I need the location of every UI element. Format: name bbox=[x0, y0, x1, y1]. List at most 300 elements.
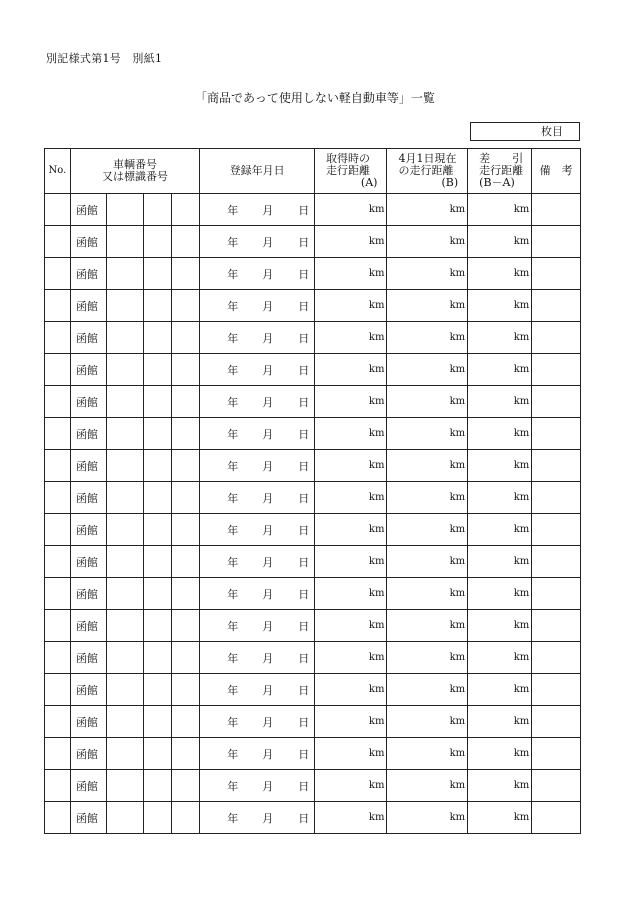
vehicle-number-cell[interactable] bbox=[144, 258, 172, 290]
table-row bbox=[45, 770, 581, 802]
registration-date-cell[interactable] bbox=[200, 706, 315, 738]
mileage-diff-cell[interactable]: km bbox=[468, 706, 532, 738]
mileage-a-cell[interactable]: km bbox=[315, 610, 387, 642]
registration-date-cell[interactable] bbox=[200, 322, 315, 354]
mileage-b-cell[interactable]: km bbox=[387, 290, 468, 322]
date-day-label: 日 bbox=[298, 459, 310, 473]
table-row bbox=[45, 642, 581, 674]
remarks-cell[interactable] bbox=[532, 226, 581, 258]
vehicle-number-cell[interactable] bbox=[144, 706, 172, 738]
header-difference bbox=[468, 149, 532, 194]
mileage-diff-cell[interactable]: km bbox=[468, 418, 532, 450]
vehicle-number-cell[interactable] bbox=[144, 322, 172, 354]
date-year-label: 年 bbox=[227, 395, 239, 409]
row-number-cell[interactable] bbox=[45, 738, 71, 770]
date-day-label: 日 bbox=[298, 811, 310, 825]
row-number-cell[interactable] bbox=[45, 386, 71, 418]
table-body bbox=[45, 194, 581, 834]
mileage-a-cell[interactable]: km bbox=[315, 194, 387, 226]
date-year-label: 年 bbox=[227, 619, 239, 633]
vehicle-number-cell[interactable] bbox=[144, 610, 172, 642]
date-year-label: 年 bbox=[227, 715, 239, 729]
remarks-cell[interactable] bbox=[532, 738, 581, 770]
header-mileage-a-line3: (A) bbox=[360, 176, 378, 189]
date-month-label: 月 bbox=[262, 299, 274, 313]
registration-date-cell[interactable] bbox=[200, 674, 315, 706]
header-mileage-a-line1: 取得時の bbox=[326, 152, 371, 165]
vehicle-number-cell[interactable] bbox=[172, 482, 200, 514]
date-year-label: 年 bbox=[227, 747, 239, 761]
table-row bbox=[45, 802, 581, 834]
vehicle-number-cell[interactable] bbox=[172, 642, 200, 674]
city-cell: 函館 bbox=[70, 354, 106, 386]
registration-date-cell[interactable] bbox=[200, 450, 315, 482]
date-day-label: 日 bbox=[298, 779, 310, 793]
vehicle-number-cell[interactable] bbox=[107, 514, 144, 546]
city-cell: 函館 bbox=[70, 386, 106, 418]
header-difference-line2: 走行距離 bbox=[479, 164, 524, 177]
mileage-diff-cell[interactable]: km bbox=[468, 738, 532, 770]
mileage-diff-cell[interactable]: km bbox=[468, 354, 532, 386]
mileage-diff-cell[interactable]: km bbox=[468, 194, 532, 226]
date-year-label: 年 bbox=[227, 587, 239, 601]
date-day-label: 日 bbox=[298, 203, 310, 217]
mileage-a-cell[interactable]: km bbox=[315, 226, 387, 258]
vehicle-number-cell[interactable] bbox=[107, 226, 144, 258]
mileage-b-cell[interactable]: km bbox=[387, 706, 468, 738]
vehicle-number-cell[interactable] bbox=[107, 546, 144, 578]
date-month-label: 月 bbox=[262, 395, 274, 409]
date-month-label: 月 bbox=[262, 267, 274, 281]
vehicle-number-cell[interactable] bbox=[172, 322, 200, 354]
vehicle-number-cell[interactable] bbox=[172, 450, 200, 482]
document-title: 「商品であって使用しない軽自動車等」一覧 bbox=[195, 91, 435, 105]
date-year-label: 年 bbox=[227, 779, 239, 793]
date-day-label: 日 bbox=[298, 331, 310, 345]
row-number-cell[interactable] bbox=[45, 642, 71, 674]
mileage-diff-cell[interactable]: km bbox=[468, 258, 532, 290]
row-number-cell[interactable] bbox=[45, 482, 71, 514]
vehicle-number-cell[interactable] bbox=[107, 610, 144, 642]
mileage-b-cell[interactable]: km bbox=[387, 386, 468, 418]
vehicle-number-cell[interactable] bbox=[172, 386, 200, 418]
date-year-label: 年 bbox=[227, 491, 239, 505]
header-mileage-b-line2: の走行距離 bbox=[398, 164, 454, 177]
registration-date-cell[interactable] bbox=[200, 642, 315, 674]
vehicle-number-cell[interactable] bbox=[107, 578, 144, 610]
mileage-b-cell[interactable]: km bbox=[387, 194, 468, 226]
vehicle-number-cell[interactable] bbox=[107, 738, 144, 770]
date-year-label: 年 bbox=[227, 363, 239, 377]
city-cell: 函館 bbox=[70, 258, 106, 290]
remarks-cell[interactable] bbox=[532, 706, 581, 738]
vehicle-number-cell[interactable] bbox=[172, 258, 200, 290]
mileage-b-cell[interactable]: km bbox=[387, 514, 468, 546]
vehicle-number-cell[interactable] bbox=[107, 482, 144, 514]
mileage-a-cell[interactable]: km bbox=[315, 290, 387, 322]
registration-date-cell[interactable] bbox=[200, 354, 315, 386]
vehicle-number-cell[interactable] bbox=[172, 546, 200, 578]
vehicle-number-cell[interactable] bbox=[172, 610, 200, 642]
row-number-cell[interactable] bbox=[45, 674, 71, 706]
date-month-label: 月 bbox=[262, 683, 274, 697]
vehicle-number-cell[interactable] bbox=[172, 354, 200, 386]
date-month-label: 月 bbox=[262, 619, 274, 633]
table-row bbox=[45, 258, 581, 290]
mileage-b-cell[interactable]: km bbox=[387, 578, 468, 610]
row-number-cell[interactable] bbox=[45, 706, 71, 738]
mileage-a-cell[interactable]: km bbox=[315, 386, 387, 418]
remarks-cell[interactable] bbox=[532, 514, 581, 546]
table-row bbox=[45, 578, 581, 610]
table-row bbox=[45, 706, 581, 738]
city-cell: 函館 bbox=[70, 642, 106, 674]
mileage-b-cell[interactable]: km bbox=[387, 674, 468, 706]
date-month-label: 月 bbox=[262, 715, 274, 729]
remarks-cell[interactable] bbox=[532, 418, 581, 450]
city-cell: 函館 bbox=[70, 194, 106, 226]
table-row bbox=[45, 450, 581, 482]
mileage-a-cell[interactable]: km bbox=[315, 450, 387, 482]
row-number-cell[interactable] bbox=[45, 546, 71, 578]
vehicle-number-cell[interactable] bbox=[144, 226, 172, 258]
mileage-a-cell[interactable]: km bbox=[315, 418, 387, 450]
remarks-cell[interactable] bbox=[532, 674, 581, 706]
date-year-label: 年 bbox=[227, 459, 239, 473]
vehicle-number-cell[interactable] bbox=[172, 706, 200, 738]
vehicle-number-cell[interactable] bbox=[172, 226, 200, 258]
mileage-diff-cell[interactable]: km bbox=[468, 226, 532, 258]
vehicle-number-cell[interactable] bbox=[107, 770, 144, 802]
mileage-a-cell[interactable]: km bbox=[315, 258, 387, 290]
table-row bbox=[45, 194, 581, 226]
mileage-b-cell[interactable]: km bbox=[387, 418, 468, 450]
row-number-cell[interactable] bbox=[45, 322, 71, 354]
registration-date-cell[interactable] bbox=[200, 290, 315, 322]
date-day-label: 日 bbox=[298, 555, 310, 569]
registration-date-cell[interactable] bbox=[200, 418, 315, 450]
registration-date-cell[interactable] bbox=[200, 386, 315, 418]
date-day-label: 日 bbox=[298, 523, 310, 537]
header-row bbox=[45, 149, 581, 194]
remarks-cell[interactable] bbox=[532, 194, 581, 226]
mileage-diff-cell[interactable]: km bbox=[468, 450, 532, 482]
remarks-cell[interactable] bbox=[532, 770, 581, 802]
vehicle-number-cell[interactable] bbox=[144, 194, 172, 226]
remarks-cell[interactable] bbox=[532, 354, 581, 386]
mileage-a-cell[interactable]: km bbox=[315, 738, 387, 770]
date-day-label: 日 bbox=[298, 747, 310, 761]
header-mileage-b-line3: (B) bbox=[441, 176, 459, 189]
city-cell: 函館 bbox=[70, 674, 106, 706]
date-year-label: 年 bbox=[227, 427, 239, 441]
remarks-cell[interactable] bbox=[532, 450, 581, 482]
date-month-label: 月 bbox=[262, 555, 274, 569]
date-month-label: 月 bbox=[262, 747, 274, 761]
vehicle-number-cell[interactable] bbox=[107, 802, 144, 834]
city-cell: 函館 bbox=[70, 290, 106, 322]
mileage-a-cell[interactable]: km bbox=[315, 770, 387, 802]
date-year-label: 年 bbox=[227, 267, 239, 281]
header-mileage-a bbox=[315, 149, 387, 194]
mileage-diff-cell[interactable]: km bbox=[468, 674, 532, 706]
header-difference-line1: 差 引 bbox=[479, 152, 524, 165]
city-cell: 函館 bbox=[70, 770, 106, 802]
page-number-field[interactable]: 枚目 bbox=[470, 122, 580, 141]
date-month-label: 月 bbox=[262, 779, 274, 793]
vehicle-number-cell[interactable] bbox=[144, 674, 172, 706]
city-cell: 函館 bbox=[70, 706, 106, 738]
city-cell: 函館 bbox=[70, 546, 106, 578]
vehicle-number-cell[interactable] bbox=[144, 642, 172, 674]
mileage-diff-cell[interactable]: km bbox=[468, 642, 532, 674]
vehicle-number-cell[interactable] bbox=[172, 770, 200, 802]
date-year-label: 年 bbox=[227, 651, 239, 665]
vehicle-number-cell[interactable] bbox=[144, 354, 172, 386]
vehicle-number-cell[interactable] bbox=[107, 194, 144, 226]
row-number-cell[interactable] bbox=[45, 226, 71, 258]
date-day-label: 日 bbox=[298, 715, 310, 729]
row-number-cell[interactable] bbox=[45, 354, 71, 386]
vehicle-number-cell[interactable] bbox=[144, 738, 172, 770]
mileage-a-cell[interactable]: km bbox=[315, 802, 387, 834]
mileage-b-cell[interactable]: km bbox=[387, 482, 468, 514]
mileage-a-cell[interactable]: km bbox=[315, 322, 387, 354]
date-year-label: 年 bbox=[227, 811, 239, 825]
mileage-b-cell[interactable]: km bbox=[387, 642, 468, 674]
registration-date-cell[interactable] bbox=[200, 226, 315, 258]
city-cell: 函館 bbox=[70, 482, 106, 514]
city-cell: 函館 bbox=[70, 450, 106, 482]
vehicle-number-cell[interactable] bbox=[107, 290, 144, 322]
mileage-a-cell[interactable]: km bbox=[315, 546, 387, 578]
mileage-diff-cell[interactable]: km bbox=[468, 770, 532, 802]
mileage-a-cell[interactable]: km bbox=[315, 514, 387, 546]
remarks-cell[interactable] bbox=[532, 610, 581, 642]
remarks-cell[interactable] bbox=[532, 322, 581, 354]
vehicle-number-cell[interactable] bbox=[144, 546, 172, 578]
mileage-a-cell[interactable]: km bbox=[315, 482, 387, 514]
table-row bbox=[45, 738, 581, 770]
row-number-cell[interactable] bbox=[45, 514, 71, 546]
registration-date-cell[interactable] bbox=[200, 770, 315, 802]
date-month-label: 月 bbox=[262, 363, 274, 377]
table-row bbox=[45, 610, 581, 642]
city-cell: 函館 bbox=[70, 226, 106, 258]
city-cell: 函館 bbox=[70, 578, 106, 610]
mileage-b-cell[interactable]: km bbox=[387, 258, 468, 290]
mileage-diff-cell[interactable]: km bbox=[468, 546, 532, 578]
row-number-cell[interactable] bbox=[45, 610, 71, 642]
vehicle-number-cell[interactable] bbox=[144, 514, 172, 546]
remarks-cell[interactable] bbox=[532, 258, 581, 290]
mileage-b-cell[interactable]: km bbox=[387, 610, 468, 642]
header-difference-line3: (B－A) bbox=[479, 176, 515, 189]
vehicle-number-cell[interactable] bbox=[172, 418, 200, 450]
vehicle-number-cell[interactable] bbox=[172, 738, 200, 770]
header-registration-date: 登録年月日 bbox=[200, 149, 315, 194]
mileage-a-cell[interactable]: km bbox=[315, 354, 387, 386]
date-year-label: 年 bbox=[227, 523, 239, 537]
mileage-a-cell[interactable]: km bbox=[315, 674, 387, 706]
row-number-cell[interactable] bbox=[45, 450, 71, 482]
row-number-cell[interactable] bbox=[45, 802, 71, 834]
mileage-b-cell[interactable]: km bbox=[387, 546, 468, 578]
table-row bbox=[45, 290, 581, 322]
date-day-label: 日 bbox=[298, 619, 310, 633]
vehicle-number-cell[interactable] bbox=[107, 642, 144, 674]
registration-date-cell[interactable] bbox=[200, 482, 315, 514]
remarks-cell[interactable] bbox=[532, 386, 581, 418]
date-month-label: 月 bbox=[262, 331, 274, 345]
header-vehicle-number-line2: 又は標識番号 bbox=[102, 170, 169, 183]
mileage-diff-cell[interactable]: km bbox=[468, 514, 532, 546]
date-year-label: 年 bbox=[227, 331, 239, 345]
mileage-b-cell[interactable]: km bbox=[387, 802, 468, 834]
mileage-diff-cell[interactable]: km bbox=[468, 802, 532, 834]
date-day-label: 日 bbox=[298, 587, 310, 601]
mileage-diff-cell[interactable]: km bbox=[468, 290, 532, 322]
mileage-diff-cell[interactable]: km bbox=[468, 482, 532, 514]
mileage-a-cell[interactable]: km bbox=[315, 706, 387, 738]
city-cell: 函館 bbox=[70, 738, 106, 770]
remarks-cell[interactable] bbox=[532, 802, 581, 834]
table-row bbox=[45, 418, 581, 450]
date-month-label: 月 bbox=[262, 491, 274, 505]
table-row bbox=[45, 674, 581, 706]
date-day-label: 日 bbox=[298, 395, 310, 409]
mileage-b-cell[interactable]: km bbox=[387, 738, 468, 770]
date-month-label: 月 bbox=[262, 203, 274, 217]
row-number-cell[interactable] bbox=[45, 770, 71, 802]
header-vehicle-number-line1: 車輌番号 bbox=[113, 158, 158, 171]
date-day-label: 日 bbox=[298, 491, 310, 505]
remarks-cell[interactable] bbox=[532, 290, 581, 322]
date-month-label: 月 bbox=[262, 811, 274, 825]
date-month-label: 月 bbox=[262, 651, 274, 665]
row-number-cell[interactable] bbox=[45, 290, 71, 322]
date-year-label: 年 bbox=[227, 555, 239, 569]
vehicle-number-cell[interactable] bbox=[107, 386, 144, 418]
vehicle-number-cell[interactable] bbox=[144, 418, 172, 450]
remarks-cell[interactable] bbox=[532, 546, 581, 578]
city-cell: 函館 bbox=[70, 514, 106, 546]
vehicle-number-cell[interactable] bbox=[144, 290, 172, 322]
mileage-b-cell[interactable]: km bbox=[387, 226, 468, 258]
row-number-cell[interactable] bbox=[45, 194, 71, 226]
vehicle-number-cell[interactable] bbox=[172, 802, 200, 834]
header-remarks: 備 考 bbox=[532, 149, 581, 194]
header-mileage-b-line1: 4月1日現在 bbox=[398, 152, 457, 165]
vehicle-number-cell[interactable] bbox=[172, 514, 200, 546]
vehicle-number-cell[interactable] bbox=[107, 418, 144, 450]
mileage-diff-cell[interactable]: km bbox=[468, 610, 532, 642]
registration-date-cell[interactable] bbox=[200, 610, 315, 642]
vehicle-number-cell[interactable] bbox=[144, 450, 172, 482]
table-row bbox=[45, 322, 581, 354]
vehicle-number-cell[interactable] bbox=[107, 258, 144, 290]
mileage-diff-cell[interactable]: km bbox=[468, 386, 532, 418]
city-cell: 函館 bbox=[70, 418, 106, 450]
date-month-label: 月 bbox=[262, 427, 274, 441]
vehicle-number-cell[interactable] bbox=[172, 194, 200, 226]
mileage-b-cell[interactable]: km bbox=[387, 450, 468, 482]
date-year-label: 年 bbox=[227, 235, 239, 249]
mileage-diff-cell[interactable]: km bbox=[468, 578, 532, 610]
vehicle-number-cell[interactable] bbox=[107, 450, 144, 482]
date-month-label: 月 bbox=[262, 459, 274, 473]
registration-date-cell[interactable] bbox=[200, 738, 315, 770]
vehicle-number-cell[interactable] bbox=[144, 802, 172, 834]
date-day-label: 日 bbox=[298, 683, 310, 697]
table-row bbox=[45, 226, 581, 258]
date-month-label: 月 bbox=[262, 235, 274, 249]
vehicle-number-cell[interactable] bbox=[144, 578, 172, 610]
mileage-b-cell[interactable]: km bbox=[387, 322, 468, 354]
row-number-cell[interactable] bbox=[45, 258, 71, 290]
registration-date-cell[interactable] bbox=[200, 546, 315, 578]
row-number-cell[interactable] bbox=[45, 578, 71, 610]
date-day-label: 日 bbox=[298, 235, 310, 249]
table-row bbox=[45, 354, 581, 386]
date-day-label: 日 bbox=[298, 299, 310, 313]
date-day-label: 日 bbox=[298, 267, 310, 281]
remarks-cell[interactable] bbox=[532, 642, 581, 674]
mileage-a-cell[interactable]: km bbox=[315, 642, 387, 674]
date-year-label: 年 bbox=[227, 203, 239, 217]
vehicle-number-cell[interactable] bbox=[107, 354, 144, 386]
registration-date-cell[interactable] bbox=[200, 578, 315, 610]
header-vehicle-number bbox=[70, 149, 199, 194]
registration-date-cell[interactable] bbox=[200, 802, 315, 834]
mileage-b-cell[interactable]: km bbox=[387, 770, 468, 802]
table-row bbox=[45, 482, 581, 514]
mileage-diff-cell[interactable]: km bbox=[468, 322, 532, 354]
row-number-cell[interactable] bbox=[45, 418, 71, 450]
date-month-label: 月 bbox=[262, 587, 274, 601]
vehicle-number-cell[interactable] bbox=[144, 386, 172, 418]
city-cell: 函館 bbox=[70, 610, 106, 642]
city-cell: 函館 bbox=[70, 322, 106, 354]
date-year-label: 年 bbox=[227, 299, 239, 313]
vehicle-number-cell[interactable] bbox=[107, 674, 144, 706]
vehicle-number-cell[interactable] bbox=[172, 674, 200, 706]
registration-date-cell[interactable] bbox=[200, 194, 315, 226]
vehicle-number-cell[interactable] bbox=[172, 290, 200, 322]
vehicle-number-cell[interactable] bbox=[144, 770, 172, 802]
vehicle-number-cell[interactable] bbox=[144, 482, 172, 514]
remarks-cell[interactable] bbox=[532, 482, 581, 514]
form-reference: 別記様式第1号 別紙1 bbox=[46, 52, 163, 65]
header-no: No. bbox=[45, 149, 71, 194]
vehicle-number-cell[interactable] bbox=[107, 706, 144, 738]
table-row bbox=[45, 546, 581, 578]
city-cell: 函館 bbox=[70, 802, 106, 834]
date-day-label: 日 bbox=[298, 363, 310, 377]
date-month-label: 月 bbox=[262, 523, 274, 537]
remarks-cell[interactable] bbox=[532, 578, 581, 610]
vehicle-list-table bbox=[44, 148, 581, 834]
header-mileage-b bbox=[387, 149, 468, 194]
table-row bbox=[45, 386, 581, 418]
vehicle-number-cell[interactable] bbox=[172, 578, 200, 610]
mileage-b-cell[interactable]: km bbox=[387, 354, 468, 386]
vehicle-number-cell[interactable] bbox=[107, 322, 144, 354]
header-mileage-a-line2: 走行距離 bbox=[326, 164, 371, 177]
registration-date-cell[interactable] bbox=[200, 258, 315, 290]
registration-date-cell[interactable] bbox=[200, 514, 315, 546]
mileage-a-cell[interactable]: km bbox=[315, 578, 387, 610]
